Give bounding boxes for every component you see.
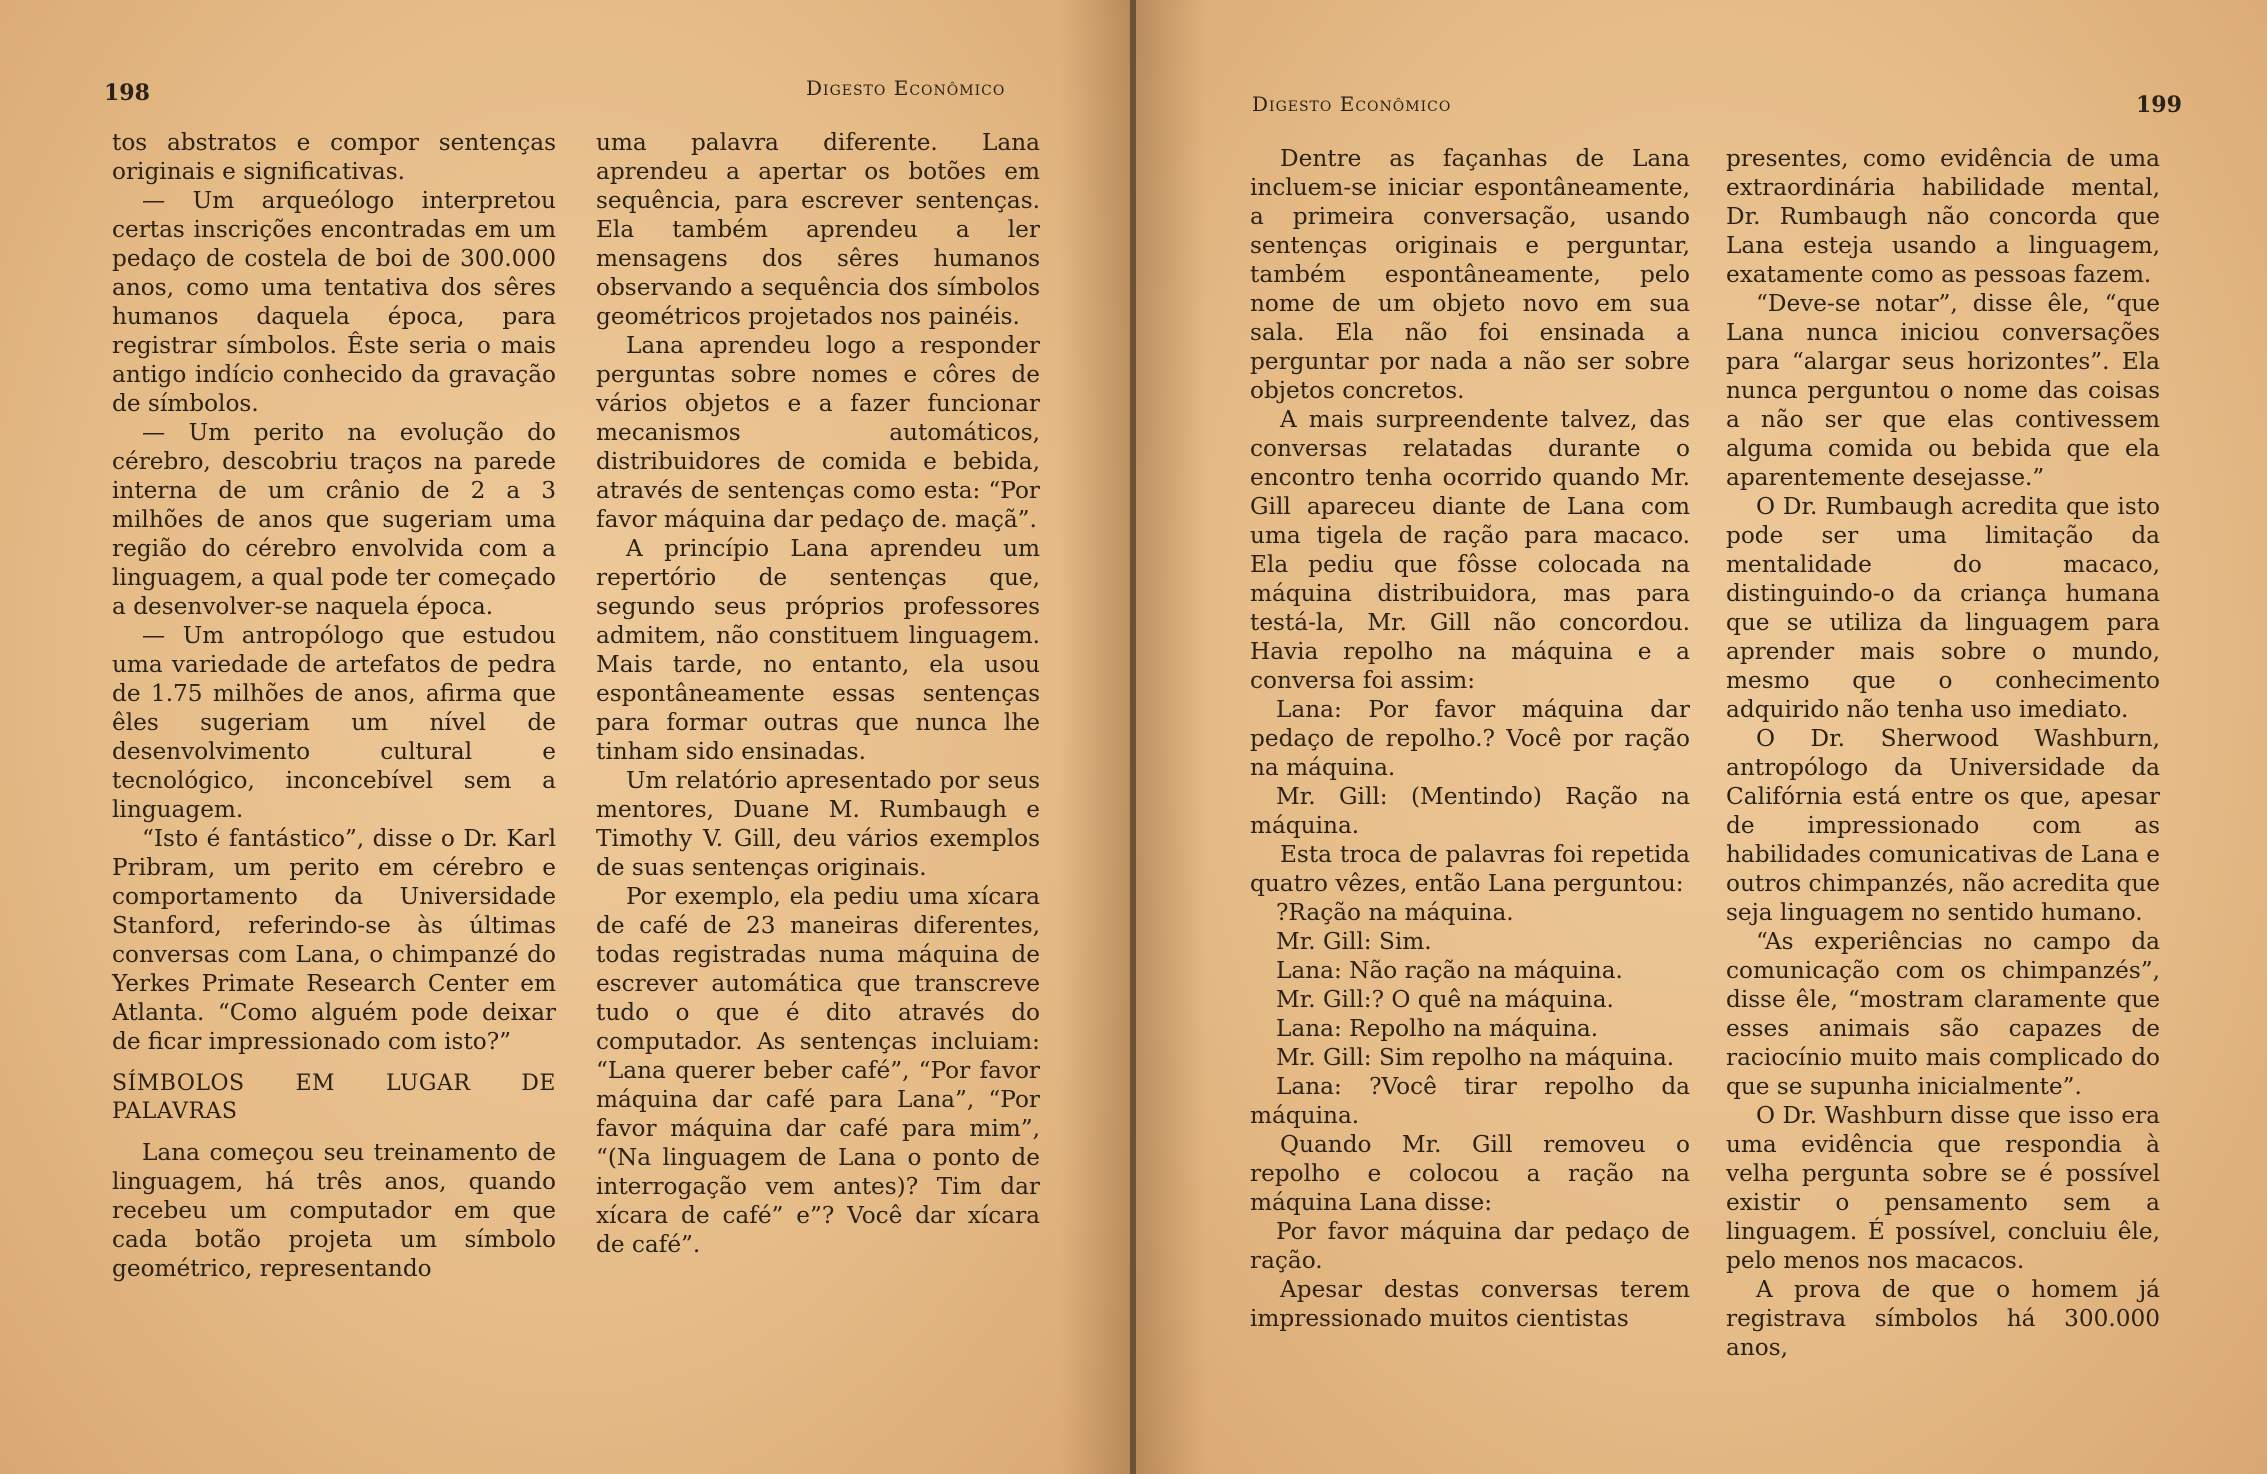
text-column-1 bbox=[112, 128, 556, 1283]
running-head: Digesto Econômico bbox=[806, 76, 1006, 100]
paragraph: tos abstratos e compor sentenças originais e significativas. bbox=[112, 129, 556, 185]
paragraph: Lana: Por favor máquina dar pedaço de repolho.? Você por ração na máquina. bbox=[1250, 696, 1690, 781]
paragraph: Esta troca de palavras foi repetida quatro vêzes, então Lana perguntou: bbox=[1250, 841, 1690, 897]
paragraph: “As experiências no campo da comunicação com os chimpanzés”, disse êle, “mostram claramente que esses animais são capazes de raciocínio muito mais complicado do que se supunha inicialmente”. bbox=[1726, 928, 2160, 1100]
paragraph: — Um antropólogo que estudou uma variedade de artefatos de pedra de 1.75 milhões de anos, afirma que êles sugeriam um nível de desenvolvimento cultural e tecnológico, inconcebível sem a linguagem. bbox=[112, 622, 556, 823]
paragraph: Mr. Gill: Sim. bbox=[1276, 928, 1432, 955]
paragraph: uma palavra diferente. Lana aprendeu a apertar os botões em sequência, para escrever sentenças. Ela também aprendeu a ler mensagens dos sêres humanos observando a sequência dos símbolos geométricos projetados nos painéis. bbox=[596, 129, 1040, 330]
paragraph: Por exemplo, ela pediu uma xícara de café de 23 maneiras diferentes, todas registradas numa máquina de escrever automática que transcreve tudo o que é dito através do computador. As sentenças incluiam: “Lana querer beber café”, “Por favor máquina dar café para Lana”, “Por favor máquina dar café para mim”, “(Na linguagem de Lana o ponto de interrogação vem antes)? Tim dar xícara de café” e”? Você dar xícara de café”. bbox=[596, 883, 1040, 1258]
paragraph: Quando Mr. Gill removeu o repolho e colocou a ração na máquina Lana disse: bbox=[1250, 1131, 1690, 1216]
paragraph: Mr. Gill: Sim repolho na máquina. bbox=[1276, 1044, 1675, 1071]
paragraph: O Dr. Rumbaugh acredita que isto pode ser uma limitação da mentalidade do macaco, distinguindo-o da criança humana que se utiliza da linguagem para aprender mais sobre o mundo, mesmo que o conhecimento adquirido não tenha uso imediato. bbox=[1726, 493, 2160, 723]
paragraph: Mr. Gill: (Mentindo) Ração na máquina. bbox=[1250, 783, 1690, 839]
paragraph: Lana: ?Você tirar repolho da máquina. bbox=[1250, 1073, 1690, 1129]
gutter-shadow bbox=[1136, 0, 1206, 1474]
paragraph: A princípio Lana aprendeu um repertório de sentenças que, segundo seus próprios professores admitem, não constituem linguagem. Mais tarde, no entanto, ela usou espontâneamente essas sentenças para formar outras que nunca lhe tinham sido ensinadas. bbox=[596, 535, 1040, 765]
paragraph: Por favor máquina dar pedaço de ração. bbox=[1250, 1218, 1690, 1274]
page-number: 198 bbox=[104, 80, 150, 106]
text-column-1 bbox=[1250, 144, 1690, 1333]
paragraph: Lana começou seu treinamento de linguagem, há três anos, quando recebeu um computador em que cada botão projeta um símbolo geométrico, representando bbox=[112, 1139, 556, 1282]
paragraph: “Deve-se notar”, disse êle, “que Lana nunca iniciou conversações para “alargar seus horizontes”. Ela nunca perguntou o nome das coisas a não ser que elas contivessem alguma comida ou bebida que ela aparentemente desejasse.” bbox=[1726, 290, 2160, 491]
paragraph: Lana: Repolho na máquina. bbox=[1276, 1015, 1599, 1042]
paragraph: O Dr. Washburn disse que isso era uma evidência que respondia à velha pergunta sobre se é possível existir o pensamento sem a linguagem. É possível, concluiu êle, pelo menos nos macacos. bbox=[1726, 1102, 2160, 1274]
paragraph: Apesar destas conversas terem impressionado muitos cientistas bbox=[1250, 1276, 1690, 1332]
gutter-shadow bbox=[1060, 0, 1130, 1474]
paragraph: presentes, como evidência de uma extraordinária habilidade mental, Dr. Rumbaugh não concorda que Lana esteja usando a linguagem, exatamente como as pessoas fazem. bbox=[1726, 145, 2160, 288]
paragraph: Mr. Gill:? O quê na máquina. bbox=[1276, 986, 1614, 1013]
paragraph: “Isto é fantástico”, disse o Dr. Karl Pribram, um perito em cérebro e comportamento da Universidade Stanford, referindo-se às últimas conversas com Lana, o chimpanzé do Yerkes Primate Research Center em Atlanta. “Como alguém pode deixar de ficar impressionado com isto?” bbox=[112, 825, 556, 1055]
text-column-2 bbox=[1726, 144, 2160, 1362]
paragraph: Lana aprendeu logo a responder perguntas sobre nomes e côres de vários objetos e a fazer funcionar mecanismos automáticos, distribuidores de comida e bebida, através de sentenças como esta: “Por favor máquina dar pedaço de. maçã”. bbox=[596, 332, 1040, 533]
paragraph: — Um arqueólogo interpretou certas inscrições encontradas em um pedaço de costela de boi de 300.000 anos, como uma tentativa dos sêres humanos daquela época, para registrar símbolos. Êste seria o mais antigo indício conhecido da gravação de símbolos. bbox=[112, 187, 556, 417]
paragraph: — Um perito na evolução do cérebro, descobriu traços na parede interna de um crânio de 2 a 3 milhões de anos que sugeriam uma região do cérebro envolvida com a linguagem, a qual pode ter começado a desenvolver-se naquela época. bbox=[112, 419, 556, 620]
text-column-2 bbox=[596, 128, 1040, 1259]
right-page bbox=[1136, 0, 2267, 1474]
running-head: Digesto Econômico bbox=[1252, 92, 1452, 116]
paragraph: Um relatório apresentado por seus mentores, Duane M. Rumbaugh e Timothy V. Gill, deu vários exemplos de suas sentenças originais. bbox=[596, 767, 1040, 881]
paragraph: O Dr. Sherwood Washburn, antropólogo da Universidade da Califórnia está entre os que, apesar de impressionado com as habilidades comunicativas de Lana e outros chimpanzés, não acredita que seja linguagem no sentido humano. bbox=[1726, 725, 2161, 926]
paragraph: ?Ração na máquina. bbox=[1276, 899, 1514, 926]
section-subheading: SÍMBOLOS EM LUGAR DE PALAVRAS bbox=[112, 1071, 556, 1124]
paragraph: A prova de que o homem já registrava símbolos há 300.000 anos, bbox=[1726, 1276, 2160, 1361]
paragraph: A mais surpreendente talvez, das conversas relatadas durante o encontro tenha ocorrido quando Mr. Gill apareceu diante de Lana com uma tigela de ração para macaco. Ela pediu que fôsse colocada na máquina distribuidora, mas para testá-la, Mr. Gill não concordou. Havia repolho na máquina e a conversa foi assim: bbox=[1250, 406, 1690, 694]
paragraph: Dentre as façanhas de Lana incluem-se iniciar espontâneamente, a primeira conversação, usando sentenças originais e perguntar, também espontâneamente, pelo nome de um objeto novo em sua sala. Ela não foi ensinada a perguntar por nada a não ser sobre objetos concretos. bbox=[1250, 145, 1690, 404]
page-number: 199 bbox=[2136, 92, 2182, 118]
paragraph: Lana: Não ração na máquina. bbox=[1276, 957, 1623, 984]
